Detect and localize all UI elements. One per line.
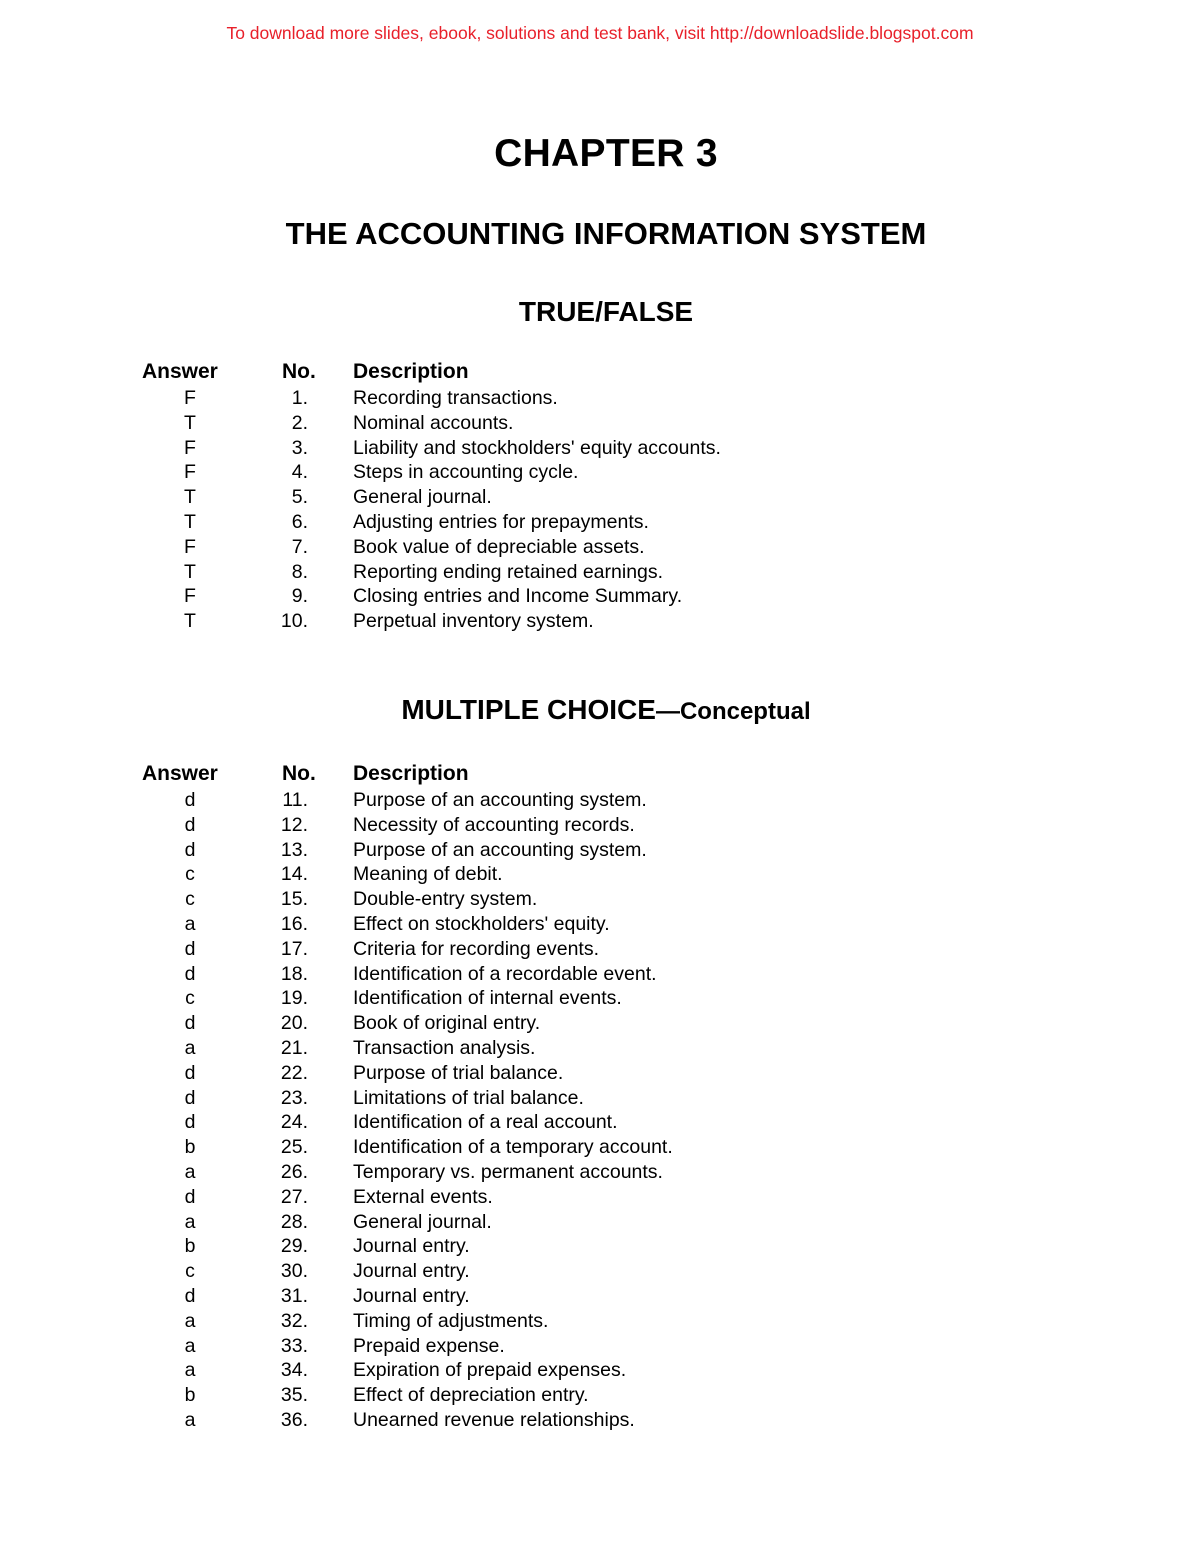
description-cell: Identification of a real account. <box>353 1111 618 1134</box>
question-number-cell: 4. <box>291 461 308 484</box>
question-number-cell: 32. <box>280 1309 308 1332</box>
description-cell: Effect on stockholders' equity. <box>353 912 610 935</box>
answer-cell: d <box>184 1086 196 1109</box>
table-row <box>0 386 1200 411</box>
answer-cell: d <box>184 1284 196 1307</box>
table-row <box>0 838 1200 863</box>
answer-cell: c <box>185 888 195 911</box>
table-row <box>0 1334 1200 1359</box>
description-cell: Timing of adjustments. <box>353 1309 549 1332</box>
description-cell: Journal entry. <box>353 1284 470 1307</box>
table-row <box>0 1309 1200 1334</box>
answer-cell: T <box>184 560 196 583</box>
answer-cell: d <box>184 1061 196 1084</box>
column-header-no: No. <box>282 762 316 785</box>
column-header-answer: Answer <box>142 360 218 383</box>
question-number-cell: 27. <box>280 1185 308 1208</box>
question-number-cell: 3. <box>291 436 308 459</box>
table-row <box>0 788 1200 813</box>
multiple-choice-heading-text: MULTIPLE CHOICE <box>401 694 656 725</box>
description-cell: Adjusting entries for prepayments. <box>353 510 649 533</box>
question-number-cell: 11. <box>282 789 308 811</box>
table-row <box>0 937 1200 962</box>
question-number-cell: 30. <box>280 1260 308 1283</box>
description-cell: Expiration of prepaid expenses. <box>353 1359 627 1382</box>
multiple-choice-table <box>0 759 1200 1433</box>
table-header <box>0 759 1200 788</box>
answer-cell: c <box>185 987 195 1010</box>
description-cell: Effect of depreciation entry. <box>353 1384 589 1407</box>
question-number-cell: 31. <box>280 1284 308 1307</box>
table-row <box>0 1383 1200 1408</box>
table-header <box>0 357 1200 386</box>
table-row <box>0 1036 1200 1061</box>
description-cell: Purpose of trial balance. <box>353 1061 564 1084</box>
true-false-heading <box>0 294 1200 330</box>
description-cell: Temporary vs. permanent accounts. <box>353 1160 663 1183</box>
description-cell: Double-entry system. <box>353 888 538 911</box>
table-row <box>0 1110 1200 1135</box>
description-cell: Unearned revenue relationships. <box>353 1408 635 1431</box>
question-number-cell: 5. <box>291 486 308 509</box>
answer-cell: c <box>185 863 195 886</box>
description-cell: Criteria for recording events. <box>353 937 600 960</box>
description-cell: Book of original entry. <box>353 1012 541 1035</box>
table-row <box>0 1408 1200 1433</box>
table-row <box>0 485 1200 510</box>
answer-cell: b <box>184 1235 196 1258</box>
table-row <box>0 609 1200 634</box>
answer-cell: d <box>184 789 196 811</box>
table-row <box>0 1086 1200 1111</box>
question-number-cell: 19. <box>280 987 308 1010</box>
question-number-cell: 1. <box>291 387 308 409</box>
answer-cell: a <box>184 1210 196 1233</box>
table-row <box>0 1234 1200 1259</box>
answer-cell: d <box>184 1185 196 1208</box>
answer-cell: a <box>184 1036 196 1059</box>
description-cell: Reporting ending retained earnings. <box>353 560 664 583</box>
multiple-choice-heading <box>0 692 1200 730</box>
table-row <box>0 1185 1200 1210</box>
description-cell: Meaning of debit. <box>353 863 503 886</box>
description-cell: Steps in accounting cycle. <box>353 461 579 484</box>
question-number-cell: 16. <box>280 912 308 935</box>
question-number-cell: 28. <box>280 1210 308 1233</box>
answer-cell: a <box>184 1334 196 1357</box>
description-cell: Prepaid expense. <box>353 1334 505 1357</box>
table-row <box>0 813 1200 838</box>
answer-cell: F <box>184 461 196 484</box>
description-cell: Identification of a recordable event. <box>353 962 657 985</box>
table-row <box>0 584 1200 609</box>
description-cell: Journal entry. <box>353 1235 470 1258</box>
table-row <box>0 1135 1200 1160</box>
description-cell: Liability and stockholders' equity accounts. <box>353 436 721 459</box>
answer-cell: d <box>184 813 196 836</box>
table-row <box>0 962 1200 987</box>
description-cell: External events. <box>353 1185 493 1208</box>
question-number-cell: 21. <box>280 1036 308 1059</box>
multiple-choice-heading-suffix: —Conceptual <box>655 698 811 725</box>
description-cell: Nominal accounts. <box>353 411 514 434</box>
answer-cell: a <box>184 1359 196 1382</box>
question-number-cell: 23. <box>280 1086 308 1109</box>
answer-cell: d <box>184 937 196 960</box>
chapter-title: CHAPTER 3 <box>494 132 718 175</box>
answer-cell: F <box>184 585 196 608</box>
question-number-cell: 26. <box>280 1160 308 1183</box>
answer-cell: a <box>184 1160 196 1183</box>
question-number-cell: 35. <box>280 1384 308 1407</box>
table-row <box>0 1210 1200 1235</box>
answer-cell: c <box>185 1260 195 1283</box>
question-number-cell: 34. <box>280 1359 308 1382</box>
answer-cell: d <box>184 1111 196 1134</box>
table-row <box>0 862 1200 887</box>
question-number-cell: 25. <box>280 1136 308 1159</box>
table-row <box>0 1061 1200 1086</box>
question-number-cell: 8. <box>291 560 308 583</box>
answer-cell: a <box>184 1408 196 1431</box>
question-number-cell: 29. <box>280 1235 308 1258</box>
chapter-subtitle: THE ACCOUNTING INFORMATION SYSTEM <box>285 216 927 251</box>
answer-cell: d <box>184 838 196 861</box>
question-number-cell: 36. <box>280 1408 308 1431</box>
question-number-cell: 2. <box>291 411 308 434</box>
answer-cell: T <box>184 510 196 533</box>
column-header-answer: Answer <box>142 762 218 785</box>
question-number-cell: 13. <box>280 838 308 861</box>
answer-cell: d <box>184 962 196 985</box>
table-row <box>0 1160 1200 1185</box>
answer-cell: b <box>184 1136 196 1159</box>
question-number-cell: 14. <box>280 863 308 886</box>
true-false-heading-text: TRUE/FALSE <box>518 296 694 327</box>
table-row <box>0 912 1200 937</box>
description-cell: General journal. <box>353 1210 492 1233</box>
table-row <box>0 460 1200 485</box>
question-number-cell: 33. <box>280 1334 308 1357</box>
table-row <box>0 1259 1200 1284</box>
column-header-description: Description <box>353 762 469 785</box>
description-cell: Purpose of an accounting system. <box>353 838 647 861</box>
table-row <box>0 986 1200 1011</box>
question-number-cell: 18. <box>280 962 308 985</box>
description-cell: Journal entry. <box>353 1260 470 1283</box>
description-cell: Transaction analysis. <box>353 1036 536 1059</box>
table-row <box>0 1358 1200 1383</box>
download-banner[interactable]: To download more slides, ebook, solutions and test bank, visit http://downloadslide.blogspot.com <box>226 23 974 43</box>
question-number-cell: 20. <box>280 1012 308 1035</box>
description-cell: Closing entries and Income Summary. <box>353 585 683 608</box>
question-number-cell: 24. <box>280 1111 308 1134</box>
description-cell: Perpetual inventory system. <box>353 610 594 633</box>
description-cell: Necessity of accounting records. <box>353 813 635 836</box>
column-header-no: No. <box>282 360 316 383</box>
question-number-cell: 9. <box>291 585 308 608</box>
answer-cell: T <box>184 610 196 633</box>
question-number-cell: 6. <box>291 510 308 533</box>
table-row <box>0 535 1200 560</box>
answer-cell: F <box>184 387 196 409</box>
answer-cell: F <box>184 535 196 558</box>
question-number-cell: 7. <box>291 535 308 558</box>
answer-cell: F <box>184 436 196 459</box>
table-row <box>0 1011 1200 1036</box>
table-row <box>0 1284 1200 1309</box>
description-cell: Limitations of trial balance. <box>353 1086 584 1109</box>
question-number-cell: 22. <box>280 1061 308 1084</box>
question-number-cell: 17. <box>280 937 308 960</box>
description-cell: General journal. <box>353 486 492 509</box>
table-row <box>0 510 1200 535</box>
description-cell: Purpose of an accounting system. <box>353 789 647 811</box>
true-false-table <box>0 357 1200 634</box>
column-header-description: Description <box>353 360 469 383</box>
question-number-cell: 15. <box>280 888 308 911</box>
answer-cell: d <box>184 1012 196 1035</box>
question-number-cell: 10. <box>280 610 308 633</box>
answer-cell: b <box>184 1384 196 1407</box>
description-cell: Recording transactions. <box>353 387 558 409</box>
answer-cell: T <box>184 411 196 434</box>
table-row <box>0 411 1200 436</box>
description-cell: Identification of internal events. <box>353 987 622 1010</box>
answer-cell: a <box>184 1309 196 1332</box>
description-cell: Identification of a temporary account. <box>353 1136 673 1159</box>
table-row <box>0 436 1200 461</box>
answer-cell: T <box>184 486 196 509</box>
answer-cell: a <box>184 912 196 935</box>
question-number-cell: 12. <box>280 813 308 836</box>
description-cell: Book value of depreciable assets. <box>353 535 645 558</box>
table-row <box>0 560 1200 585</box>
table-row <box>0 887 1200 912</box>
